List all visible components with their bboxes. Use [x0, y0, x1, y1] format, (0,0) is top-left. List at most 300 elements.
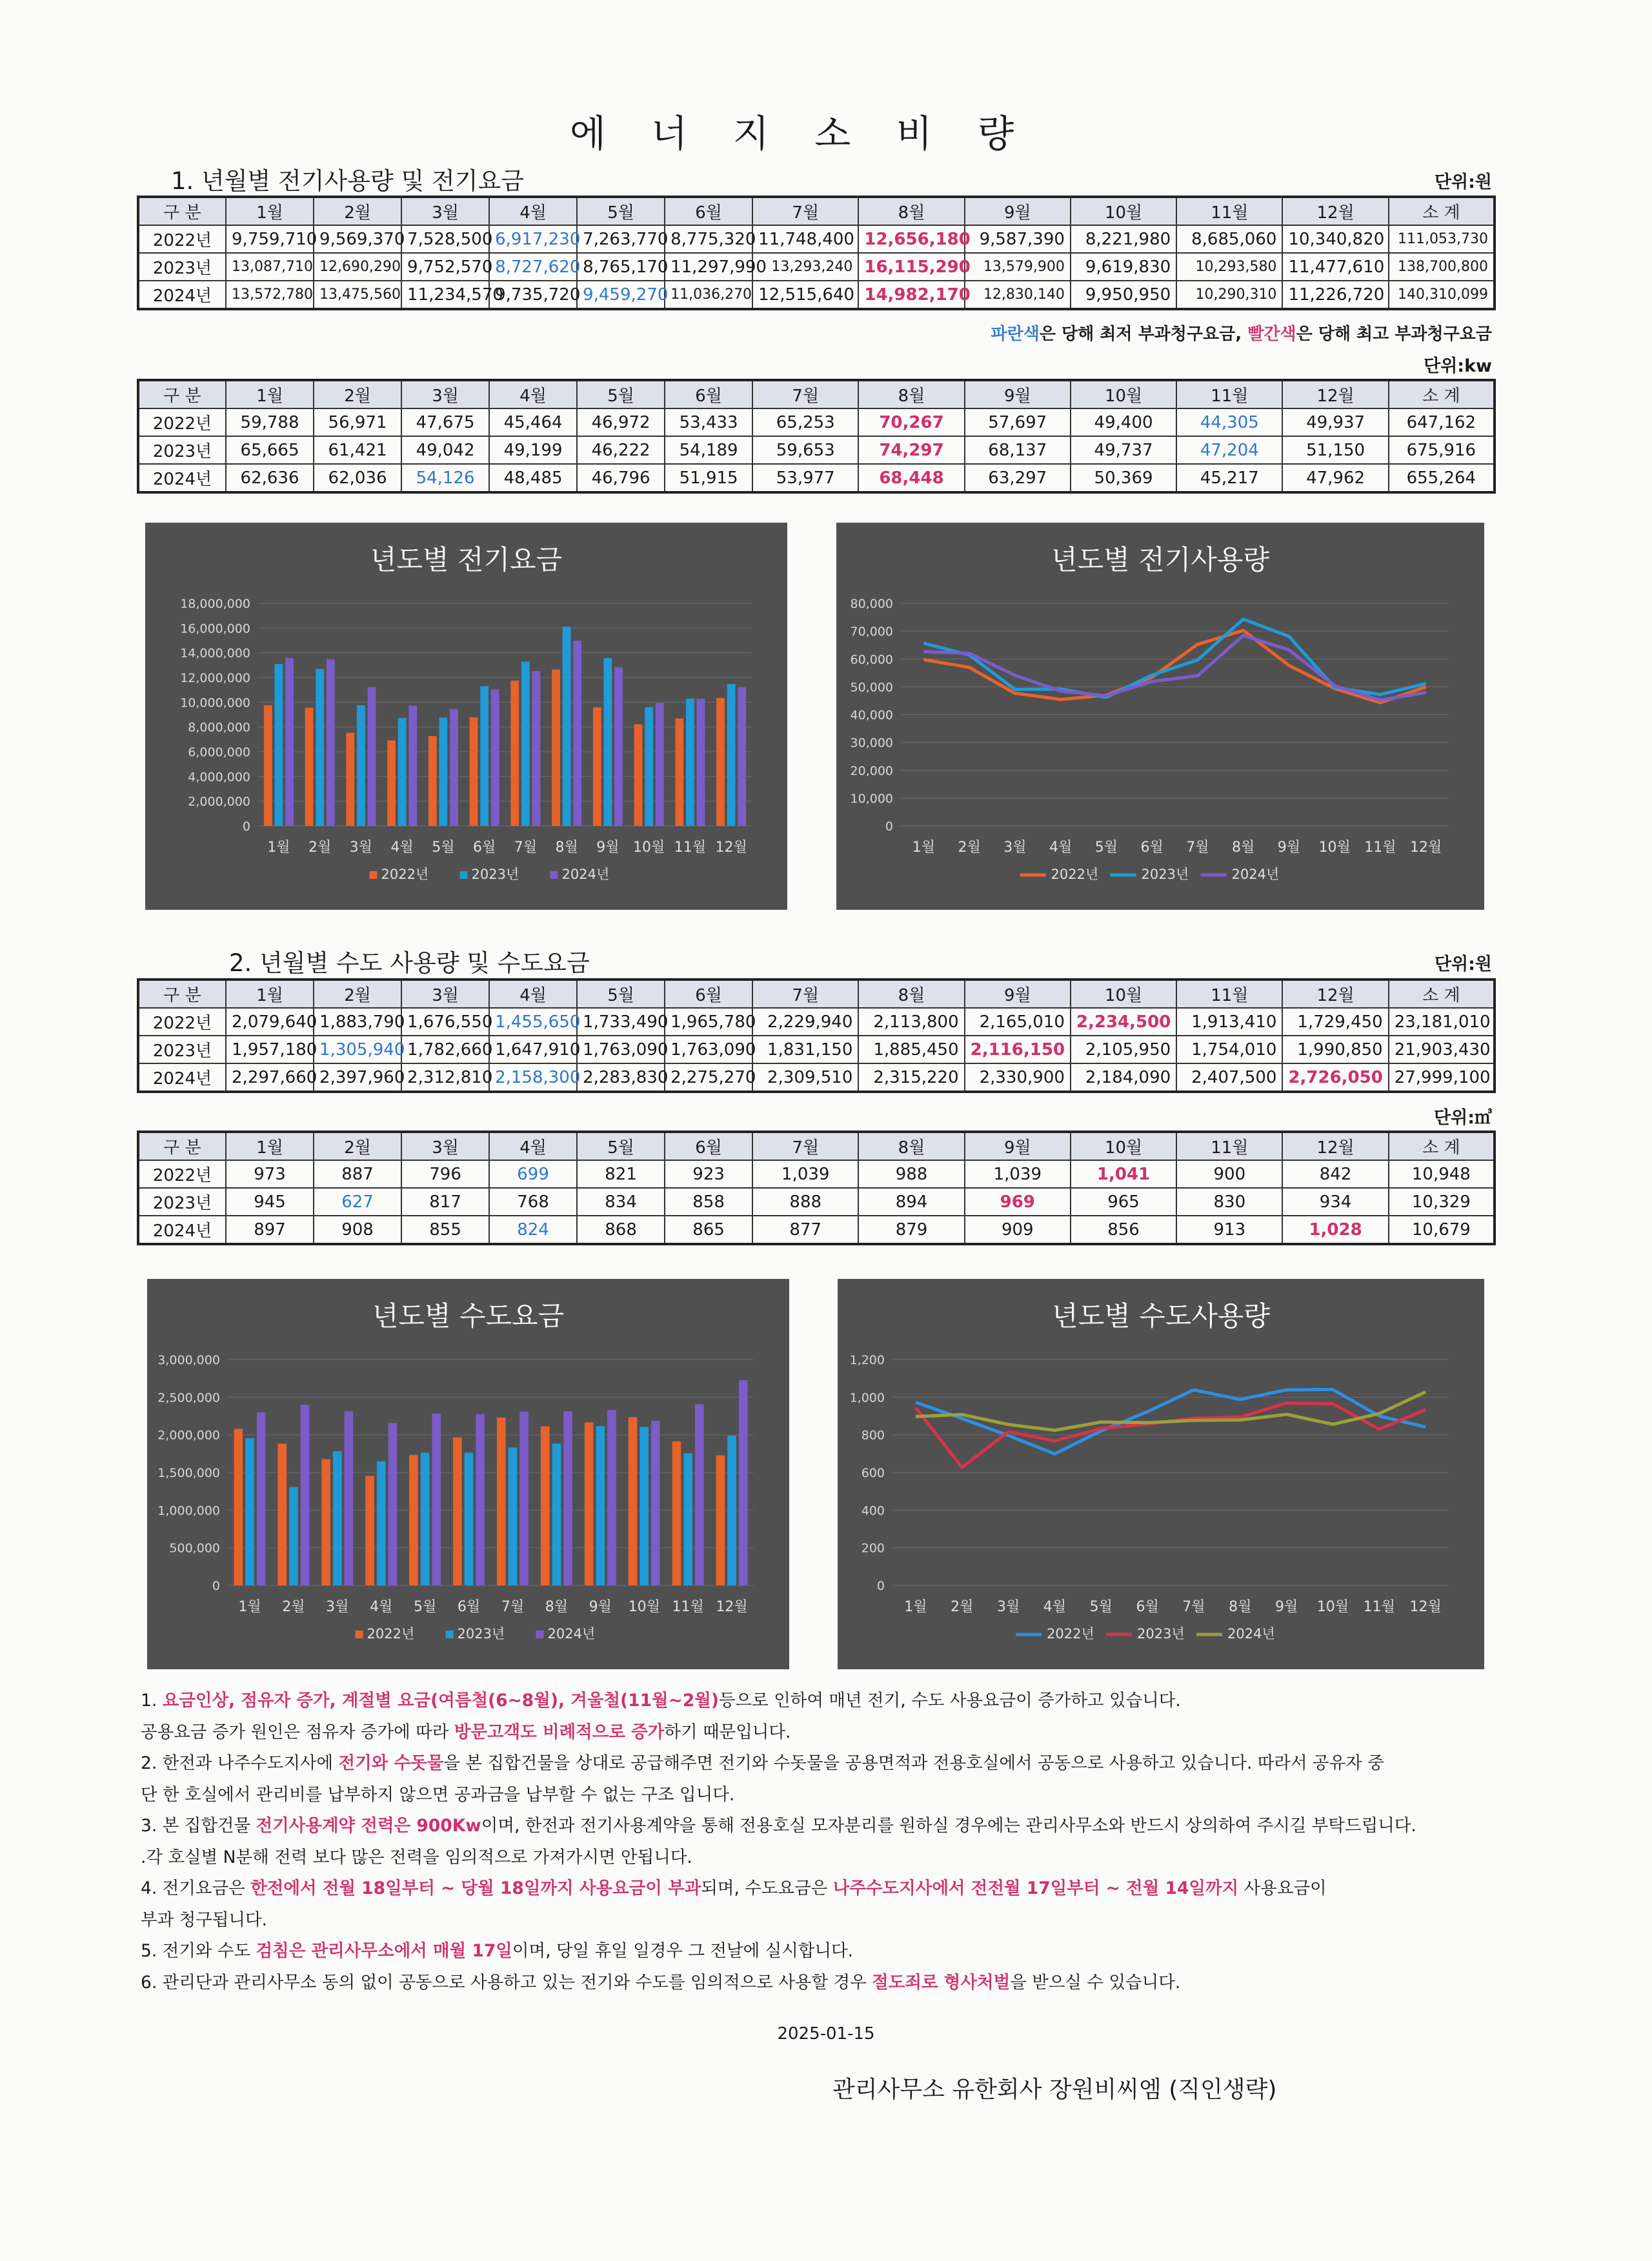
x-tick-label: 7월: [514, 839, 537, 856]
table-cell: 888: [752, 1188, 858, 1216]
y-tick-label: 800: [861, 1428, 885, 1443]
bar-2022년: [470, 718, 478, 826]
table-cell: 11,477,610: [1282, 253, 1388, 281]
table-cell: 12,515,640: [752, 281, 858, 309]
bar-2024년: [301, 1405, 310, 1585]
column-header: 2월: [314, 980, 401, 1008]
row-subtotal: 10,679: [1389, 1216, 1495, 1244]
legend-marker: [356, 1631, 363, 1638]
table-cell: 9,759,710: [226, 225, 314, 253]
table-row: [138, 436, 1495, 464]
table-cell: 13,579,900: [965, 253, 1071, 281]
table-cell: 50,369: [1071, 464, 1176, 492]
bar-2024년: [388, 1423, 398, 1585]
bar-2022년: [428, 736, 437, 826]
column-header: 8월: [858, 380, 964, 408]
table-cell: 49,937: [1282, 408, 1388, 436]
y-tick-label: 500,000: [169, 1541, 220, 1556]
table-cell: 1,676,550: [401, 1008, 489, 1036]
column-header: 1월: [226, 980, 314, 1008]
table-cell: 61,421: [314, 436, 401, 464]
table-cell: 10,290,310: [1176, 281, 1282, 309]
table-cell: 2,184,090: [1071, 1063, 1176, 1092]
legend-label: 2023년: [471, 867, 519, 882]
note-highlight: 절도죄로 형사처벌: [872, 1972, 1011, 1993]
table-cell: 59,653: [752, 436, 858, 464]
legend-label: 2023년: [1141, 867, 1189, 882]
table-cell: 2,079,640: [226, 1008, 314, 1036]
column-header: 12월: [1282, 1132, 1388, 1160]
bar-2024년: [327, 659, 335, 826]
y-tick-label: 0: [876, 1579, 885, 1593]
y-tick-label: 2,000,000: [157, 1428, 220, 1443]
table-cell: 2,407,500: [1176, 1063, 1282, 1092]
unit-label-elec-fee: 단위:원: [1434, 172, 1492, 192]
column-header: 7월: [752, 197, 858, 225]
note-line: [141, 1717, 1483, 1749]
x-tick-label: 5월: [432, 839, 455, 856]
legend-marker: [550, 871, 558, 879]
table-cell: 2,330,900: [965, 1063, 1071, 1092]
table-cell: 2,397,960: [314, 1063, 401, 1092]
note-line: [141, 1967, 1483, 1999]
table-cell: 12,830,140: [965, 281, 1071, 309]
x-tick-label: 11월: [1363, 1599, 1395, 1615]
table-cell: 8,727,620: [489, 253, 577, 281]
footer-signature: 관리사무소 유한회사 장원비씨엠 (직인생략): [832, 2076, 1277, 2103]
table-cell: 51,150: [1282, 436, 1388, 464]
table-cell: 973: [226, 1160, 314, 1188]
table-cell: 1,883,790: [314, 1008, 401, 1036]
x-tick-label: 2월: [951, 1599, 974, 1615]
table-row: [138, 408, 1495, 436]
note-highlight: 검침은 관리사무소에서 매월 17일: [256, 1941, 512, 1961]
legend-label: 2024년: [1231, 867, 1280, 882]
y-tick-label: 30,000: [850, 736, 893, 750]
note-line: [141, 1748, 1483, 1780]
y-tick-label: 8,000,000: [188, 720, 250, 735]
table-cell: 49,400: [1071, 408, 1176, 436]
x-tick-label: 1월: [904, 1599, 927, 1615]
note-text: 부과 청구됩니다.: [141, 1909, 268, 1930]
row-year: 2022년: [138, 1008, 226, 1036]
bar-2022년: [409, 1455, 418, 1585]
table-cell: 9,735,720: [489, 281, 577, 309]
bar-2022년: [672, 1442, 681, 1585]
table-cell: 1,763,090: [665, 1036, 752, 1063]
elec-fee-table: [137, 196, 1496, 310]
column-header: 12월: [1282, 380, 1388, 408]
unit-label-water-fee: 단위:원: [1434, 954, 1492, 974]
x-tick-label: 7월: [501, 1599, 525, 1615]
table-cell: 1,455,650: [489, 1008, 577, 1036]
y-tick-label: 60,000: [850, 652, 893, 667]
table-cell: 13,572,780: [226, 281, 314, 309]
column-header: 소 계: [1389, 1132, 1495, 1160]
bar-2022년: [387, 740, 396, 826]
column-header: 10월: [1071, 380, 1176, 408]
series-line-2023년: [916, 1403, 1425, 1467]
chart-title: 년도별 수도요금: [372, 1300, 565, 1332]
column-header: 1월: [226, 197, 314, 225]
note-text: 5. 전기와 수도: [141, 1941, 256, 1961]
table-cell: 49,737: [1071, 436, 1176, 464]
table-cell: 821: [577, 1160, 665, 1188]
y-tick-label: 1,000: [849, 1391, 885, 1405]
table-cell: 1,039: [965, 1160, 1071, 1188]
x-tick-label: 9월: [589, 1599, 612, 1615]
table-cell: 11,036,270: [665, 281, 752, 309]
y-tick-label: 1,000,000: [157, 1503, 220, 1518]
table-cell: 1,957,180: [226, 1036, 314, 1063]
table-header-row: [138, 1132, 1495, 1160]
table-cell: 49,199: [489, 436, 577, 464]
bar-2024년: [368, 687, 376, 826]
note-highlight: 방문고객도 비례적으로 증가: [454, 1722, 665, 1742]
legend-label: 2022년: [381, 867, 429, 882]
x-tick-label: 12월: [715, 839, 747, 856]
table-row: [138, 1008, 1495, 1036]
column-header: 소 계: [1389, 380, 1495, 408]
table-cell: 2,283,830: [577, 1063, 665, 1092]
bar-2024년: [476, 1414, 485, 1585]
table-cell: 1,885,450: [858, 1036, 964, 1063]
column-header: 4월: [489, 197, 577, 225]
table-cell: 1,647,910: [489, 1036, 577, 1063]
column-header: 12월: [1282, 197, 1388, 225]
note-text: 사용요금이: [1238, 1878, 1327, 1898]
note-line: [141, 1685, 1483, 1717]
note-text: 2. 한전과 나주수도지사에: [141, 1753, 339, 1773]
note-text: 공용요금 증가 원인은 점유자 증가에 따라: [141, 1722, 454, 1742]
table-cell: 51,915: [665, 464, 752, 492]
table-cell: 2,309,510: [752, 1063, 858, 1092]
table-cell: 2,726,050: [1282, 1063, 1388, 1092]
legend-label: 2024년: [547, 1626, 596, 1642]
table-cell: 1,039: [752, 1160, 858, 1188]
column-header: 3월: [401, 380, 489, 408]
color-legend-note: [991, 321, 1492, 345]
bar-2022년: [593, 707, 601, 826]
bar-2023년: [596, 1426, 605, 1585]
note-highlight: 한전에서 전월 18일부터 ~ 당월 18일까지 사용요금이 부과: [250, 1878, 701, 1898]
table-cell: 879: [858, 1216, 964, 1244]
note-text: 을 본 집합건물을 상대로 공급해주면 전기와 수돗물을 공용면적과 전용호실에서 공동으로 사용하고 있습니다. 따라서 공유자 중: [443, 1753, 1384, 1773]
note-text: 이며, 당일 휴일 일경우 그 전날에 실시합니다.: [512, 1941, 854, 1961]
table-cell: 49,042: [401, 436, 489, 464]
bar-2022년: [346, 733, 354, 826]
table-cell: 796: [401, 1160, 489, 1188]
bar-2022년: [634, 724, 643, 826]
y-tick-label: 20,000: [850, 763, 893, 778]
bar-2022년: [497, 1418, 506, 1585]
table-cell: 1,305,940: [314, 1036, 401, 1063]
x-tick-label: 9월: [1277, 839, 1300, 856]
column-header: 1월: [226, 1132, 314, 1160]
table-cell: 868: [577, 1216, 665, 1244]
note-text: 6. 관리단과 관리사무소 동의 없이 공동으로 사용하고 있는 전기와 수도를 임의적으로 사용할 경우: [141, 1972, 872, 1993]
row-subtotal: 655,264: [1389, 464, 1495, 492]
column-header: 5월: [577, 197, 665, 225]
y-tick-label: 40,000: [850, 708, 893, 723]
bar-2024년: [739, 1380, 748, 1585]
table-cell: 12,656,180: [858, 225, 964, 253]
column-header: 구 분: [138, 380, 226, 408]
column-header: 소 계: [1389, 980, 1495, 1008]
y-tick-label: 50,000: [850, 680, 893, 695]
table-row: [138, 1036, 1495, 1063]
table-cell: 1,990,850: [1282, 1036, 1388, 1063]
bar-2022년: [277, 1443, 287, 1585]
column-header: 6월: [665, 197, 752, 225]
bar-2023년: [604, 658, 612, 826]
chart-svg: [147, 1279, 789, 1669]
table-cell: 1,782,660: [401, 1036, 489, 1063]
x-tick-label: 10월: [1318, 839, 1351, 856]
row-year: 2024년: [138, 1063, 226, 1092]
table-row: [138, 1216, 1495, 1244]
table-cell: 897: [226, 1216, 314, 1244]
table-cell: 913: [1176, 1216, 1282, 1244]
y-tick-label: 1,200: [849, 1353, 885, 1367]
color-note-red: 빨간색: [1247, 325, 1296, 344]
bar-2024년: [408, 705, 417, 826]
bar-2024년: [614, 667, 623, 826]
color-note-blue: 파란색: [991, 325, 1040, 344]
x-tick-label: 8월: [1232, 839, 1255, 856]
legend-label: 2023년: [1137, 1626, 1185, 1642]
column-header: 구 분: [138, 197, 226, 225]
x-tick-label: 4월: [370, 1599, 393, 1615]
x-tick-label: 6월: [1136, 1599, 1159, 1615]
table-cell: 1,041: [1071, 1160, 1176, 1188]
table-cell: 856: [1071, 1216, 1176, 1244]
y-tick-label: 2,500,000: [157, 1391, 220, 1405]
x-tick-label: 4월: [1049, 839, 1073, 856]
row-subtotal: 138,700,800: [1389, 253, 1495, 281]
table-cell: 969: [965, 1188, 1071, 1216]
column-header: 구 분: [138, 980, 226, 1008]
column-header: 3월: [401, 197, 489, 225]
table-cell: 858: [665, 1188, 752, 1216]
column-header: 3월: [401, 980, 489, 1008]
table-cell: 627: [314, 1188, 401, 1216]
table-cell: 8,221,980: [1071, 225, 1176, 253]
table-cell: 8,775,320: [665, 225, 752, 253]
table-cell: 1,831,150: [752, 1036, 858, 1063]
water-fee-chart: [147, 1279, 789, 1669]
bar-2024년: [491, 689, 499, 826]
bar-2022년: [453, 1438, 462, 1585]
legend-marker: [460, 871, 468, 879]
table-cell: 908: [314, 1216, 401, 1244]
bar-2023년: [480, 686, 489, 826]
column-header: 구 분: [138, 1132, 226, 1160]
table-cell: 68,448: [858, 464, 964, 492]
table-cell: 59,788: [226, 408, 314, 436]
table-cell: 10,293,580: [1176, 253, 1282, 281]
note-highlight: 나주수도지사에서 전전월 17일부터 ~ 전월 14일까지: [832, 1878, 1239, 1898]
table-cell: 53,977: [752, 464, 858, 492]
table-cell: 11,748,400: [752, 225, 858, 253]
y-tick-label: 200: [861, 1541, 885, 1556]
table-row: [138, 281, 1495, 309]
note-highlight: 전기사용계약 전력은 900Kw: [256, 1816, 481, 1836]
y-tick-label: 10,000,000: [180, 696, 250, 710]
bar-2024년: [651, 1421, 660, 1585]
column-header: 11월: [1176, 380, 1282, 408]
row-year: 2023년: [138, 253, 226, 281]
bar-2024년: [432, 1414, 441, 1585]
chart-svg: [838, 1279, 1484, 1669]
table-cell: 865: [665, 1216, 752, 1244]
y-tick-label: 2,000,000: [188, 794, 250, 809]
table-cell: 1,733,490: [577, 1008, 665, 1036]
table-cell: 824: [489, 1216, 577, 1244]
note-text: 3. 본 집합건물: [141, 1816, 256, 1836]
bar-2023년: [357, 705, 365, 826]
note-text: 단 한 호실에서 관리비를 납부하지 않으면 공과금을 납부할 수 없는 구조 입니다.: [141, 1784, 735, 1805]
note-highlight: 요금인상, 점유자 증가, 계절별 요금(여름철(6~8월), 겨울철(11월~2월): [162, 1691, 719, 1711]
table-cell: 48,485: [489, 464, 577, 492]
row-subtotal: 10,948: [1389, 1160, 1495, 1188]
bar-2024년: [345, 1411, 354, 1585]
x-tick-label: 8월: [555, 839, 578, 856]
table-cell: 8,765,170: [577, 253, 665, 281]
x-tick-label: 4월: [1043, 1599, 1067, 1615]
table-cell: 9,950,950: [1071, 281, 1176, 309]
table-cell: 9,619,830: [1071, 253, 1176, 281]
column-header: 소 계: [1389, 197, 1495, 225]
water-fee-table: [137, 978, 1496, 1093]
section1-title: 1. 년월별 전기사용량 및 전기요금: [171, 167, 524, 195]
bar-2023년: [465, 1452, 474, 1585]
x-tick-label: 6월: [473, 839, 496, 856]
bar-2022년: [541, 1426, 550, 1585]
x-tick-label: 10월: [628, 1599, 660, 1615]
x-tick-label: 5월: [414, 1599, 437, 1615]
note-line: [141, 1842, 1483, 1874]
bar-2023년: [275, 664, 283, 826]
table-cell: 46,972: [577, 408, 665, 436]
table-cell: 2,275,270: [665, 1063, 752, 1092]
table-cell: 923: [665, 1160, 752, 1188]
bar-2023년: [421, 1452, 430, 1585]
row-subtotal: 27,999,100: [1389, 1063, 1495, 1092]
y-tick-label: 400: [861, 1503, 885, 1518]
bar-2022년: [321, 1459, 330, 1585]
bar-2022년: [510, 681, 519, 826]
chart-svg: [836, 523, 1484, 910]
table-row: [138, 1160, 1495, 1188]
table-cell: 1,729,450: [1282, 1008, 1388, 1036]
table-cell: 900: [1176, 1160, 1282, 1188]
table-cell: 16,115,290: [858, 253, 964, 281]
table-cell: 68,137: [965, 436, 1071, 464]
water-usage-table: [137, 1130, 1496, 1245]
x-tick-label: 9월: [596, 839, 620, 856]
x-tick-label: 12월: [1409, 1599, 1442, 1615]
table-cell: 1,763,090: [577, 1036, 665, 1063]
column-header: 9월: [965, 980, 1071, 1008]
column-header: 8월: [858, 980, 964, 1008]
x-tick-label: 1월: [238, 1599, 261, 1615]
y-tick-label: 600: [861, 1466, 885, 1480]
column-header: 10월: [1071, 1132, 1176, 1160]
bar-2023년: [316, 669, 324, 826]
elec-fee-chart: [145, 523, 787, 910]
note-text: 되며, 수도요금은: [701, 1878, 833, 1898]
table-cell: 11,226,720: [1282, 281, 1388, 309]
legend-label: 2024년: [561, 867, 610, 882]
bar-2022년: [234, 1429, 243, 1585]
bar-2023년: [289, 1487, 298, 1585]
column-header: 8월: [858, 1132, 964, 1160]
table-cell: 2,229,940: [752, 1008, 858, 1036]
row-year: 2023년: [138, 436, 226, 464]
bar-2024년: [607, 1410, 616, 1585]
table-cell: 945: [226, 1188, 314, 1216]
table-cell: 1,754,010: [1176, 1036, 1282, 1063]
table-cell: 2,113,800: [858, 1008, 964, 1036]
table-cell: 2,105,950: [1071, 1036, 1176, 1063]
column-header: 10월: [1071, 980, 1176, 1008]
x-tick-label: 3월: [996, 1599, 1020, 1615]
table-cell: 830: [1176, 1188, 1282, 1216]
x-tick-label: 12월: [716, 1599, 748, 1615]
x-tick-label: 8월: [1229, 1599, 1252, 1615]
notes-block: [141, 1685, 1483, 1998]
x-tick-label: 7월: [1186, 839, 1209, 856]
column-header: 10월: [1071, 197, 1176, 225]
bar-2024년: [697, 699, 705, 826]
table-cell: 817: [401, 1188, 489, 1216]
table-cell: 54,126: [401, 464, 489, 492]
x-tick-label: 10월: [633, 839, 665, 856]
x-tick-label: 6월: [457, 1599, 481, 1615]
color-note-mid: 은 당해 최저 부과청구요금,: [1039, 325, 1248, 344]
table-cell: 9,569,370: [314, 225, 401, 253]
bar-2024년: [738, 687, 746, 826]
column-header: 11월: [1176, 197, 1282, 225]
table-cell: 2,165,010: [965, 1008, 1071, 1036]
table-cell: 44,305: [1176, 408, 1282, 436]
table-cell: 2,315,220: [858, 1063, 964, 1092]
x-tick-label: 1월: [912, 839, 935, 856]
note-text: 이며, 한전과 전기사용계약을 통해 전용호실 모자분리를 원하실 경우에는 관리사무소와 반드시 상의하여 주시길 부탁드립니다.: [481, 1816, 1416, 1836]
chart-title: 년도별 전기요금: [370, 544, 563, 576]
legend-label: 2023년: [457, 1626, 505, 1642]
table-cell: 2,312,810: [401, 1063, 489, 1092]
x-tick-label: 3월: [349, 839, 372, 856]
legend-label: 2022년: [1047, 1626, 1094, 1642]
bar-2023년: [377, 1462, 386, 1585]
y-tick-label: 0: [885, 819, 893, 834]
bar-2023년: [552, 1443, 561, 1585]
table-row: [138, 1063, 1495, 1092]
column-header: 12월: [1282, 980, 1388, 1008]
column-header: 3월: [401, 1132, 489, 1160]
table-cell: 57,697: [965, 408, 1071, 436]
table-cell: 12,690,290: [314, 253, 401, 281]
elec-usage-table: [137, 379, 1496, 494]
table-row: [138, 225, 1495, 253]
table-cell: 10,340,820: [1282, 225, 1388, 253]
x-tick-label: 11월: [1364, 839, 1396, 856]
bar-2023년: [683, 1453, 692, 1585]
row-year: 2024년: [138, 281, 226, 309]
row-year: 2023년: [138, 1188, 226, 1216]
